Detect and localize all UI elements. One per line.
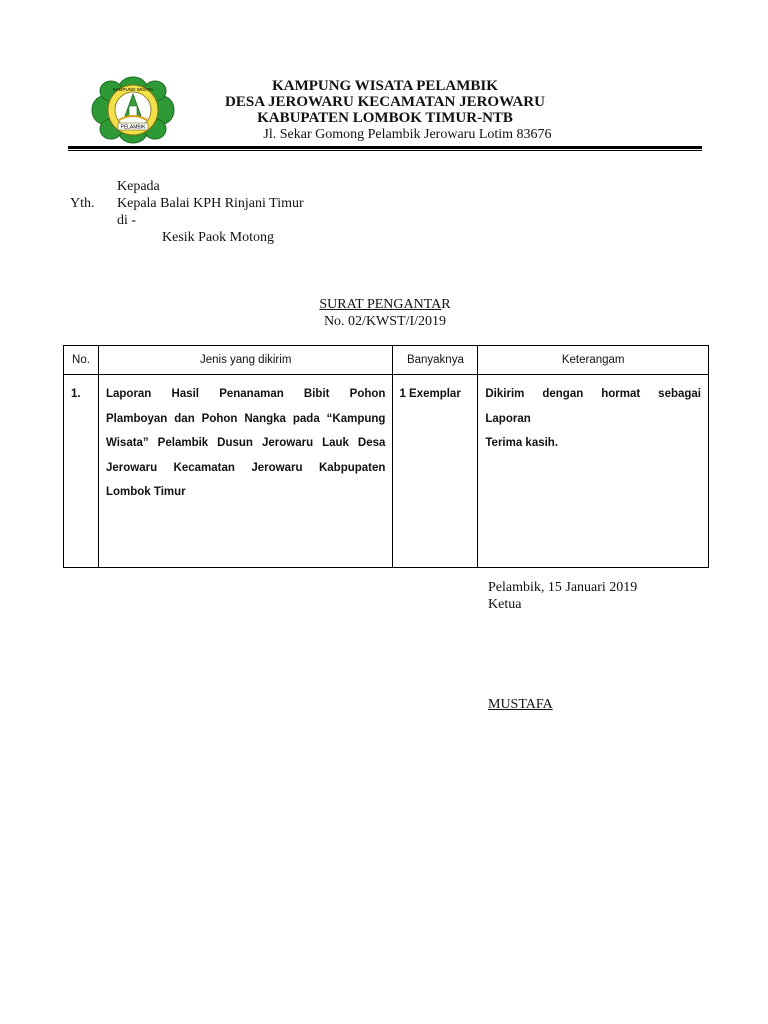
recipient-di: di - — [117, 213, 137, 228]
signature-name: MUSTAFA — [488, 697, 553, 712]
cell-jenis — [98, 375, 392, 568]
letterhead-rule-thin — [68, 150, 702, 151]
recipient-kepada: Kepada — [117, 179, 160, 194]
recipient-place: Kesik Paok Motong — [162, 230, 274, 245]
header-banyaknya: Banyaknya — [393, 346, 478, 375]
keterangan-line: Laporan — [485, 412, 531, 425]
document-title-underlined: SURAT PENGANTA — [319, 297, 442, 312]
village-seal-logo — [91, 76, 175, 144]
jenis-line: Jerowaru Kecamatan Jerowaru Kabpupaten — [105, 461, 386, 474]
cell-keterangan — [478, 375, 709, 568]
letterhead-line3: KABUPATEN LOMBOK TIMUR-NTB — [257, 110, 513, 126]
document-title-tail: R — [441, 297, 451, 312]
letterhead-rule-thick — [68, 146, 702, 149]
cell-no: 1. — [64, 375, 99, 568]
letterhead-address: Jl. Sekar Gomong Pelambik Jerowaru Lotim 83676 — [263, 127, 552, 142]
seal-ring-text: KAMPUNG WISATA — [112, 87, 154, 92]
signature-role: Ketua — [488, 597, 522, 612]
jenis-line: Lombok Timur — [105, 486, 186, 498]
keterangan-line: Terima kasih. — [485, 437, 559, 449]
header-no: No. — [64, 346, 99, 375]
recipient-yth: Yth. — [70, 196, 95, 211]
shipment-table — [63, 345, 709, 568]
seal-icon — [91, 76, 175, 144]
table-row — [64, 375, 709, 568]
recipient-name: Kepala Balai KPH Rinjani Timur — [117, 196, 304, 211]
jenis-line: Laporan Hasil Penanaman Bibit Pohon — [105, 388, 386, 400]
jenis-line: Wisata” Pelambik Dusun Jerowaru Lauk Desa — [105, 437, 386, 449]
cell-banyaknya: 1 Exemplar — [393, 375, 478, 568]
header-jenis: Jenis yang dikirim — [98, 346, 392, 375]
letterhead-line2: DESA JEROWARU KECAMATAN JEROWARU — [225, 94, 545, 110]
signature-place-date: Pelambik, 15 Januari 2019 — [488, 580, 638, 595]
document-number: No. 02/KWST/I/2019 — [323, 314, 447, 329]
seal-banner-text: PELAMBIK — [120, 124, 146, 131]
letterhead-line1: KAMPUNG WISATA PELAMBIK — [272, 78, 498, 94]
jenis-line: Plamboyan dan Pohon Nangka pada “Kampung — [105, 412, 386, 425]
document-title — [250, 296, 520, 313]
keterangan-line: Dikirim dengan hormat sebagai — [485, 388, 701, 400]
table-header-row — [64, 346, 709, 375]
header-keterangan: Keterangam — [478, 346, 709, 375]
